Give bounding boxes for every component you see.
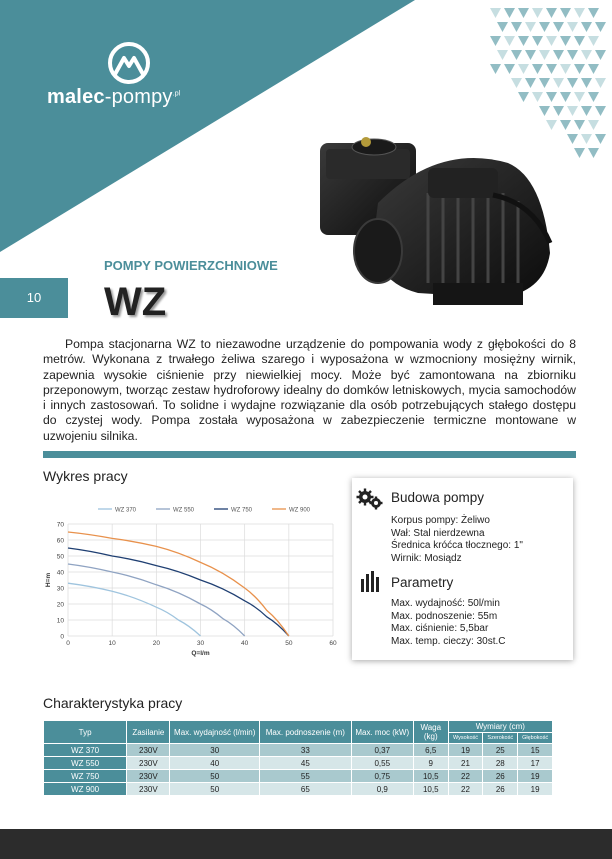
cell-zasilanie: 230V xyxy=(127,770,170,783)
triangle-decor xyxy=(518,8,529,18)
triangle-decor xyxy=(595,134,606,144)
params-line: Max. wydajność: 50l/min xyxy=(391,598,500,609)
triangle-decor xyxy=(532,8,543,18)
build-line: Korpus pompy: Żeliwo xyxy=(391,515,490,526)
cell-typ: WZ 370 xyxy=(44,744,127,757)
triangle-decor xyxy=(574,92,585,102)
table-row xyxy=(44,744,553,757)
series-line xyxy=(68,583,201,636)
triangle-decor xyxy=(581,22,592,32)
table-section-title: Charakterystyka pracy xyxy=(43,695,183,711)
triangle-decor xyxy=(532,92,543,102)
triangle-decor xyxy=(553,50,564,60)
triangle-decor xyxy=(588,148,599,158)
triangle-decor xyxy=(588,36,599,46)
triangle-decor xyxy=(574,8,585,18)
cell-wydajnosc: 40 xyxy=(170,757,260,770)
cell-waga: 9 xyxy=(413,757,448,770)
legend-label: WZ 550 xyxy=(173,507,195,514)
triangle-decor xyxy=(595,50,606,60)
x-tick-label: 50 xyxy=(285,640,293,647)
legend-label: WZ 750 xyxy=(231,507,253,514)
triangle-decor xyxy=(567,106,578,116)
cell-waga: 10,5 xyxy=(413,770,448,783)
x-axis-label: Q=l/m xyxy=(191,650,210,657)
pump-photo xyxy=(318,133,554,313)
triangle-decor xyxy=(518,36,529,46)
chart-section-title: Wykres pracy xyxy=(43,468,128,484)
triangle-decor xyxy=(553,106,564,116)
cell-waga: 10,5 xyxy=(413,783,448,796)
cell-podnoszenie: 65 xyxy=(260,783,352,796)
triangle-decor xyxy=(490,64,501,74)
cell-wys: 22 xyxy=(448,770,483,783)
triangle-decor xyxy=(574,148,585,158)
x-tick-label: 20 xyxy=(152,640,160,647)
table-row xyxy=(44,757,553,770)
triangle-decor xyxy=(595,106,606,116)
cell-wydajnosc: 30 xyxy=(170,744,260,757)
cell-typ: WZ 900 xyxy=(44,783,127,796)
cell-moc: 0,75 xyxy=(351,770,413,783)
header-glebokosc: Głębokość xyxy=(518,733,553,744)
triangle-decor xyxy=(581,106,592,116)
triangle-decor xyxy=(560,92,571,102)
cell-waga: 6,5 xyxy=(413,744,448,757)
triangle-decor xyxy=(567,22,578,32)
x-tick-label: 60 xyxy=(329,640,337,647)
bar-chart-icon xyxy=(360,571,382,593)
y-tick-label: 10 xyxy=(56,617,64,625)
y-tick-label: 40 xyxy=(56,569,64,577)
cell-wydajnosc: 50 xyxy=(170,770,260,783)
triangle-decor xyxy=(560,64,571,74)
triangle-decor xyxy=(539,22,550,32)
triangle-decor xyxy=(539,78,550,88)
cell-moc: 0,37 xyxy=(351,744,413,757)
triangle-decor xyxy=(518,64,529,74)
cell-wys: 21 xyxy=(448,757,483,770)
triangle-decor xyxy=(567,50,578,60)
header-wysokosc: Wysokość xyxy=(448,733,483,744)
triangle-decor xyxy=(532,36,543,46)
triangle-decor xyxy=(525,50,536,60)
header-zasilanie: Zasilanie xyxy=(127,721,170,744)
triangle-decor xyxy=(546,64,557,74)
section-divider xyxy=(43,451,576,458)
triangle-decor xyxy=(567,78,578,88)
triangle-decor xyxy=(539,106,550,116)
y-tick-label: 50 xyxy=(56,553,64,561)
triangle-decor xyxy=(588,92,599,102)
build-line: Średnica króćca tłocznego: 1" xyxy=(391,540,523,552)
legend-label: WZ 900 xyxy=(289,507,311,514)
specs-table xyxy=(43,720,553,796)
cell-szer: 26 xyxy=(483,770,518,783)
footer-bar xyxy=(0,829,612,859)
triangle-decor xyxy=(574,120,585,130)
triangle-decor xyxy=(532,64,543,74)
triangle-decor xyxy=(497,22,508,32)
cell-gleb: 17 xyxy=(518,757,553,770)
cell-moc: 0,55 xyxy=(351,757,413,770)
triangle-decor xyxy=(574,64,585,74)
cell-wys: 19 xyxy=(448,744,483,757)
triangle-decor xyxy=(546,120,557,130)
cell-podnoszenie: 55 xyxy=(260,770,352,783)
series-line xyxy=(68,548,289,636)
y-axis-label: H=m xyxy=(45,572,52,588)
cell-szer: 28 xyxy=(483,757,518,770)
triangle-decor xyxy=(588,120,599,130)
triangle-decor xyxy=(546,36,557,46)
header-moc: Max. moc (kW) xyxy=(351,721,413,744)
y-tick-label: 70 xyxy=(56,521,64,529)
triangle-decor xyxy=(595,22,606,32)
triangle-decor xyxy=(504,36,515,46)
triangle-decor xyxy=(588,64,599,74)
build-line: Wał: Stal nierdzewna xyxy=(391,527,485,539)
y-tick-label: 0 xyxy=(60,633,64,641)
cell-gleb: 19 xyxy=(518,783,553,796)
triangle-decor xyxy=(588,8,599,18)
category-label: POMPY POWIERZCHNIOWE xyxy=(104,258,278,273)
triangle-decor xyxy=(567,134,578,144)
header-waga: Waga (kg) xyxy=(413,721,448,744)
triangle-decor xyxy=(546,8,557,18)
triangle-decor xyxy=(504,8,515,18)
triangle-decor xyxy=(581,50,592,60)
cell-szer: 26 xyxy=(483,783,518,796)
triangle-decor xyxy=(595,78,606,88)
cell-gleb: 15 xyxy=(518,744,553,757)
cell-wys: 22 xyxy=(448,783,483,796)
triangle-decor xyxy=(504,64,515,74)
x-tick-label: 30 xyxy=(196,640,205,647)
cell-moc: 0,9 xyxy=(351,783,413,796)
triangle-decor xyxy=(581,134,592,144)
cell-typ: WZ 550 xyxy=(44,757,127,770)
cell-zasilanie: 230V xyxy=(127,783,170,796)
triangle-decor xyxy=(560,8,571,18)
triangle-decor xyxy=(490,36,501,46)
triangle-decor xyxy=(525,22,536,32)
params-line: Max. podnoszenie: 55m xyxy=(391,610,498,622)
x-tick-label: 0 xyxy=(66,640,70,647)
performance-chart xyxy=(43,498,343,663)
legend-label: WZ 370 xyxy=(115,507,137,514)
cell-podnoszenie: 45 xyxy=(260,757,352,770)
triangle-decor xyxy=(553,78,564,88)
model-title: WZ xyxy=(104,280,167,324)
x-tick-label: 10 xyxy=(108,640,116,647)
cell-gleb: 19 xyxy=(518,770,553,783)
triangle-decor xyxy=(511,78,522,88)
triangle-decor xyxy=(560,120,571,130)
cell-wydajnosc: 50 xyxy=(170,783,260,796)
cell-typ: WZ 750 xyxy=(44,770,127,783)
y-tick-label: 30 xyxy=(56,585,64,593)
y-tick-label: 20 xyxy=(56,601,64,609)
gears-icon xyxy=(356,488,384,510)
triangle-decor xyxy=(490,8,501,18)
params-line: Max. temp. cieczy: 30st.C xyxy=(391,635,506,647)
header-typ: Typ xyxy=(44,721,127,744)
y-tick-label: 60 xyxy=(56,537,64,545)
triangle-decor xyxy=(525,78,536,88)
table-row xyxy=(44,770,553,783)
table-row xyxy=(44,783,553,796)
triangle-decor xyxy=(560,36,571,46)
triangle-decor xyxy=(511,22,522,32)
params-line: Max. ciśnienie: 5,5bar xyxy=(391,623,489,635)
triangle-decor xyxy=(581,78,592,88)
cell-zasilanie: 230V xyxy=(127,744,170,757)
triangle-decor xyxy=(546,92,557,102)
triangle-decor xyxy=(511,50,522,60)
page-number: 10 xyxy=(26,290,42,305)
triangle-decor xyxy=(539,50,550,60)
triangle-decor xyxy=(574,36,585,46)
params-title: Parametry xyxy=(391,575,454,590)
brand-logo: malec-pompy$^{.pl}$ xyxy=(47,86,181,108)
triangle-decor xyxy=(553,22,564,32)
header-podnoszenie: Max. podnoszenie (m) xyxy=(260,721,352,744)
header-wymiary: Wymiary (cm) xyxy=(448,721,552,733)
cell-zasilanie: 230V xyxy=(127,757,170,770)
triangle-decor xyxy=(518,92,529,102)
x-tick-label: 40 xyxy=(241,640,249,647)
product-description: Pompa stacjonarna WZ to niezawodne urządzenie do pompowania wody z głębokości do 8 metrów. Wykonana z trwałego żeliwa szarego i wyposażona w wzmocniony mosiężny wirnik, zapewnia wysokie ciśnienie przy niewielkiej mocy. Może być zamontowana na zbiorniku przeponowym, tworząc zestaw hydroforowy idealny do domków letniskowych, mycia samochodów i innych zastosowań. To solidne i wydajne rozwiązanie dla osób potrzebujących stałego dostępu do czystej wody. Pompa została wyposażona w zabezpieczenie termiczne montowane w uzwojeniu silnika. xyxy=(43,337,576,443)
cell-szer: 25 xyxy=(483,744,518,757)
cell-podnoszenie: 33 xyxy=(260,744,352,757)
build-list xyxy=(391,515,523,565)
build-title: Budowa pompy xyxy=(391,490,485,505)
build-line: Wirnik: Mosiądz xyxy=(391,552,462,564)
triangle-decor xyxy=(497,50,508,60)
params-list xyxy=(391,598,505,648)
header-wydajnosc: Max. wydajność (l/min) xyxy=(170,721,260,744)
header-szerokosc: Szerokość xyxy=(483,733,518,744)
